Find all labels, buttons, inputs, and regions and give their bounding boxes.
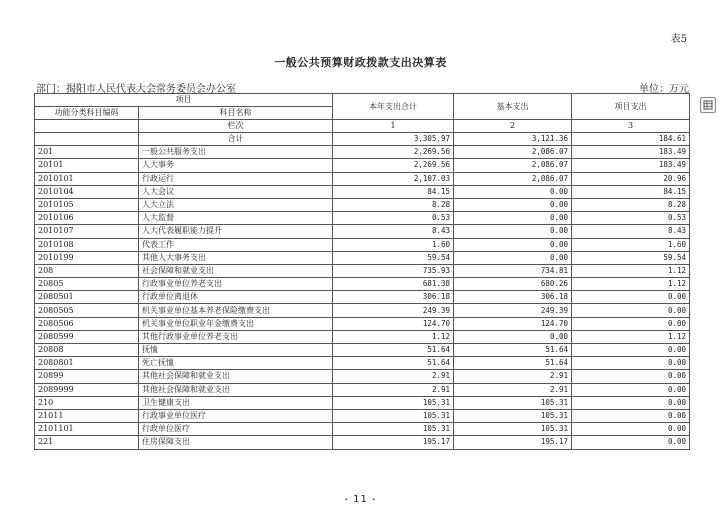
table-row [35,344,690,357]
row-code-cell: 2080599 [35,330,139,343]
row-basic-cell: 105.31 [454,396,572,409]
row-name-cell: 其他人大事务支出 [139,251,333,264]
header-total: 本年支出合计 [333,94,454,120]
header-col-3: 3 [572,120,690,133]
row-project-cell: 1.12 [572,330,690,343]
table-row [35,409,690,422]
table-row [35,436,690,449]
row-name-cell: 行政单位离退休 [139,291,333,304]
header-name: 科目名称 [139,107,333,120]
row-basic-cell: 51.64 [454,357,572,370]
table-row [35,172,690,185]
row-code-cell: 2010108 [35,238,139,251]
row-total-cell: 59.54 [333,251,454,264]
row-basic-cell: 51.64 [454,344,572,357]
row-basic-cell: 249.39 [454,304,572,317]
department-label: 部门：揭阳市人民代表大会常务委员会办公室 [36,84,236,95]
row-basic-cell: 0.00 [454,212,572,225]
row-name-cell: 抚恤 [139,344,333,357]
row-project-cell: 0.00 [572,344,690,357]
row-basic-cell: 2,086.07 [454,172,572,185]
row-total-cell: 306.18 [333,291,454,304]
table-row [35,317,690,330]
row-name-cell: 代表工作 [139,238,333,251]
row-name-cell: 卫生健康支出 [139,396,333,409]
row-basic-cell: 105.31 [454,409,572,422]
row-basic-cell: 0.00 [454,225,572,238]
header-basic: 基本支出 [454,94,572,120]
row-code-cell: 201 [35,146,139,159]
header-col-2: 2 [454,120,572,133]
row-project-cell: 59.54 [572,251,690,264]
table-row [35,185,690,198]
row-name-cell: 人大代表履职能力提升 [139,225,333,238]
row-name-cell: 行政事业单位养老支出 [139,278,333,291]
header-column-label: 栏次 [139,120,333,133]
row-name-cell: 行政单位医疗 [139,423,333,436]
row-project-cell: 0.00 [572,409,690,422]
row-project-cell: 0.00 [572,317,690,330]
row-code-cell: 2080501 [35,291,139,304]
table-row [35,330,690,343]
row-code-cell: 2010199 [35,251,139,264]
row-name-cell: 一般公共服务支出 [139,146,333,159]
row-total-cell: 105.31 [333,409,454,422]
row-total-cell: 2.91 [333,370,454,383]
row-basic-cell: 306.18 [454,291,572,304]
row-code-cell: 20899 [35,370,139,383]
table-row [35,133,690,146]
row-name-cell: 机关事业单位职业年金缴费支出 [139,317,333,330]
row-name-cell: 其他社会保障和就业支出 [139,383,333,396]
row-code-cell: 20101 [35,159,139,172]
row-total-cell: 8.28 [333,198,454,211]
table-row [35,198,690,211]
row-project-cell: 184.61 [572,133,690,146]
row-name-cell: 人大立法 [139,198,333,211]
row-total-cell: 105.31 [333,396,454,409]
table-row [35,304,690,317]
header-col-1: 1 [333,120,454,133]
row-code-cell: 2010104 [35,185,139,198]
table-row [35,291,690,304]
row-basic-cell: 0.00 [454,330,572,343]
row-project-cell: 0.00 [572,436,690,449]
row-project-cell: 0.00 [572,304,690,317]
row-code-cell: 2010107 [35,225,139,238]
row-project-cell: 0.00 [572,396,690,409]
header-project: 项目支出 [572,94,690,120]
row-basic-cell: 2.91 [454,370,572,383]
row-total-cell: 51.64 [333,344,454,357]
row-name-cell: 其他行政事业单位养老支出 [139,330,333,343]
row-basic-cell: 2.91 [454,383,572,396]
table-row [35,264,690,277]
table-row [35,225,690,238]
row-code-cell: 2080505 [35,304,139,317]
row-name-cell: 行政事业单位医疗 [139,409,333,422]
table-row [35,370,690,383]
row-project-cell: 183.49 [572,146,690,159]
row-basic-cell: 734.81 [454,264,572,277]
row-total-cell: 735.93 [333,264,454,277]
row-code-cell [35,133,139,146]
row-project-cell: 20.96 [572,172,690,185]
row-project-cell: 1.12 [572,278,690,291]
table-export-icon[interactable] [700,97,716,113]
column-index-blank [35,120,139,133]
row-project-cell: 84.15 [572,185,690,198]
row-name-cell: 其他社会保障和就业支出 [139,370,333,383]
row-name-cell: 人大会议 [139,185,333,198]
row-total-cell: 681.38 [333,278,454,291]
page-number: - 11 - [344,494,377,505]
row-name-cell: 人大监督 [139,212,333,225]
row-project-cell: 8.43 [572,225,690,238]
row-project-cell: 0.53 [572,212,690,225]
row-basic-cell: 680.26 [454,278,572,291]
row-name-cell: 机关事业单位基本养老保险缴费支出 [139,304,333,317]
table-number-label: 表5 [670,34,687,45]
row-total-cell: 124.70 [333,317,454,330]
expenditure-table-container [34,93,689,450]
row-total-cell: 8.43 [333,225,454,238]
row-code-cell: 2089999 [35,383,139,396]
row-basic-cell: 105.31 [454,423,572,436]
row-project-cell: 1.12 [572,264,690,277]
row-basic-cell: 0.00 [454,185,572,198]
table-row [35,357,690,370]
row-total-cell: 1.60 [333,238,454,251]
row-code-cell: 221 [35,436,139,449]
row-project-cell: 0.00 [572,370,690,383]
row-total-cell: 3,305.97 [333,133,454,146]
table-row [35,159,690,172]
header-item: 项目 [35,94,333,107]
expenditure-table [34,93,690,450]
row-code-cell: 21011 [35,409,139,422]
table-row [35,396,690,409]
row-total-cell: 249.39 [333,304,454,317]
row-name-cell: 社会保障和就业支出 [139,264,333,277]
table-row [35,278,690,291]
row-code-cell: 2010101 [35,172,139,185]
table-row [35,423,690,436]
row-total-cell: 2,269.56 [333,146,454,159]
row-basic-cell: 2,086.07 [454,159,572,172]
row-basic-cell: 0.00 [454,238,572,251]
row-total-cell: 1.12 [333,330,454,343]
row-project-cell: 183.49 [572,159,690,172]
row-code-cell: 2080801 [35,357,139,370]
table-row [35,251,690,264]
row-code-cell: 210 [35,396,139,409]
row-code-cell: 2101101 [35,423,139,436]
row-total-cell: 51.64 [333,357,454,370]
row-basic-cell: 195.17 [454,436,572,449]
header-code: 功能分类科目编码 [35,107,139,120]
row-basic-cell: 2,086.07 [454,146,572,159]
row-project-cell: 0.00 [572,423,690,436]
unit-label: 单位：万元 [639,84,689,95]
row-project-cell: 1.60 [572,238,690,251]
row-total-cell: 2,269.56 [333,159,454,172]
row-project-cell: 0.00 [572,291,690,304]
row-name-cell: 合计 [139,133,333,146]
row-name-cell: 死亡抚恤 [139,357,333,370]
row-total-cell: 2.91 [333,383,454,396]
row-name-cell: 住房保障支出 [139,436,333,449]
table-row [35,383,690,396]
table-row [35,212,690,225]
row-project-cell: 0.00 [572,383,690,396]
row-code-cell: 2010105 [35,198,139,211]
row-project-cell: 0.00 [572,357,690,370]
row-project-cell: 8.28 [572,198,690,211]
row-name-cell: 人大事务 [139,159,333,172]
row-name-cell: 行政运行 [139,172,333,185]
row-code-cell: 20808 [35,344,139,357]
row-total-cell: 2,107.03 [333,172,454,185]
row-total-cell: 105.31 [333,423,454,436]
row-code-cell: 20805 [35,278,139,291]
table-body [35,133,690,450]
row-code-cell: 2080506 [35,317,139,330]
document-title: 一般公共预算财政拨款支出决算表 [274,56,447,69]
row-basic-cell: 124.70 [454,317,572,330]
table-row [35,238,690,251]
table-row [35,146,690,159]
row-code-cell: 208 [35,264,139,277]
row-total-cell: 0.53 [333,212,454,225]
row-total-cell: 84.15 [333,185,454,198]
row-basic-cell: 3,121.36 [454,133,572,146]
row-basic-cell: 0.00 [454,251,572,264]
row-code-cell: 2010106 [35,212,139,225]
row-total-cell: 195.17 [333,436,454,449]
row-basic-cell: 0.00 [454,198,572,211]
